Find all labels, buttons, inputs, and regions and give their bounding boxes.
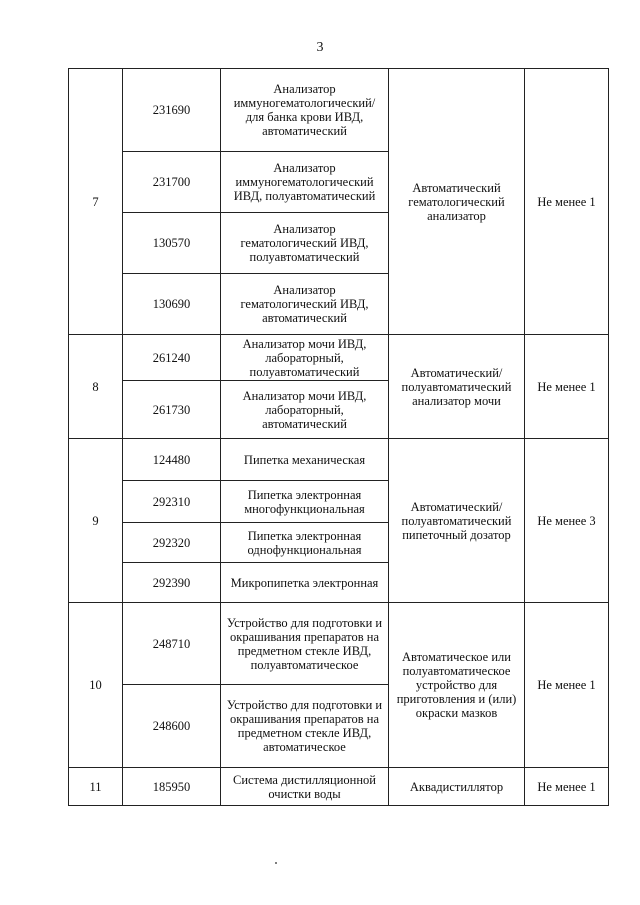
quantity-cell: Не менее 1 (525, 69, 609, 335)
code-cell: 130570 (123, 213, 221, 274)
name-cell: Пипетка электронная однофункциональная (221, 523, 389, 563)
name-cell: Анализатор гематологический ИВД, полуавтоматический (221, 213, 389, 274)
page-number: 3 (316, 40, 324, 55)
equipment-table (68, 68, 609, 806)
name-cell: Анализатор гематологический ИВД, автоматический (221, 274, 389, 335)
name-cell: Пипетка электронная многофункциональная (221, 481, 389, 523)
type-name-cell: Автоматическое или полуавтоматическое устройство для приготовления и (или) окраски мазков (389, 603, 525, 768)
type-name-cell: Автоматический/ полуавтоматический анализатор мочи (389, 335, 525, 439)
code-cell: 248600 (123, 685, 221, 768)
code-cell: 231690 (123, 69, 221, 152)
name-cell: Анализатор иммуногематологический ИВД, полуавтоматический (221, 152, 389, 213)
row-number: 11 (69, 768, 123, 806)
row-number: 8 (69, 335, 123, 439)
table-row (69, 335, 609, 381)
code-cell: 292390 (123, 563, 221, 603)
name-cell: Устройство для подготовки и окрашивания препаратов на предметном стекле ИВД, полуавтоматическое (221, 603, 389, 685)
code-cell: 124480 (123, 439, 221, 481)
name-cell: Устройство для подготовки и окрашивания препаратов на предметном стекле ИВД, автоматическое (221, 685, 389, 768)
type-name-cell: Аквадистиллятор (389, 768, 525, 806)
row-number: 7 (69, 69, 123, 335)
name-cell: Микропипетка электронная (221, 563, 389, 603)
table-row (69, 69, 609, 152)
type-name-cell: Автоматический гематологический анализатор (389, 69, 525, 335)
code-cell: 248710 (123, 603, 221, 685)
name-cell: Система дистилляционной очистки воды (221, 768, 389, 806)
code-cell: 261730 (123, 381, 221, 439)
quantity-cell: Не менее 3 (525, 439, 609, 603)
name-cell: Анализатор мочи ИВД, лабораторный, автоматический (221, 381, 389, 439)
name-cell: Анализатор мочи ИВД, лабораторный, полуавтоматический (221, 335, 389, 381)
code-cell: 292320 (123, 523, 221, 563)
scan-speck (275, 862, 277, 864)
code-cell: 130690 (123, 274, 221, 335)
type-name-cell: Автоматический/ полуавтоматический пипеточный дозатор (389, 439, 525, 603)
table-row (69, 439, 609, 481)
quantity-cell: Не менее 1 (525, 603, 609, 768)
table-row (69, 603, 609, 685)
code-cell: 231700 (123, 152, 221, 213)
name-cell: Пипетка механическая (221, 439, 389, 481)
code-cell: 185950 (123, 768, 221, 806)
name-cell: Анализатор иммуногематологический/ для банка крови ИВД, автоматический (221, 69, 389, 152)
code-cell: 261240 (123, 335, 221, 381)
row-number: 9 (69, 439, 123, 603)
quantity-cell: Не менее 1 (525, 768, 609, 806)
table-row (69, 768, 609, 806)
row-number: 10 (69, 603, 123, 768)
code-cell: 292310 (123, 481, 221, 523)
quantity-cell: Не менее 1 (525, 335, 609, 439)
